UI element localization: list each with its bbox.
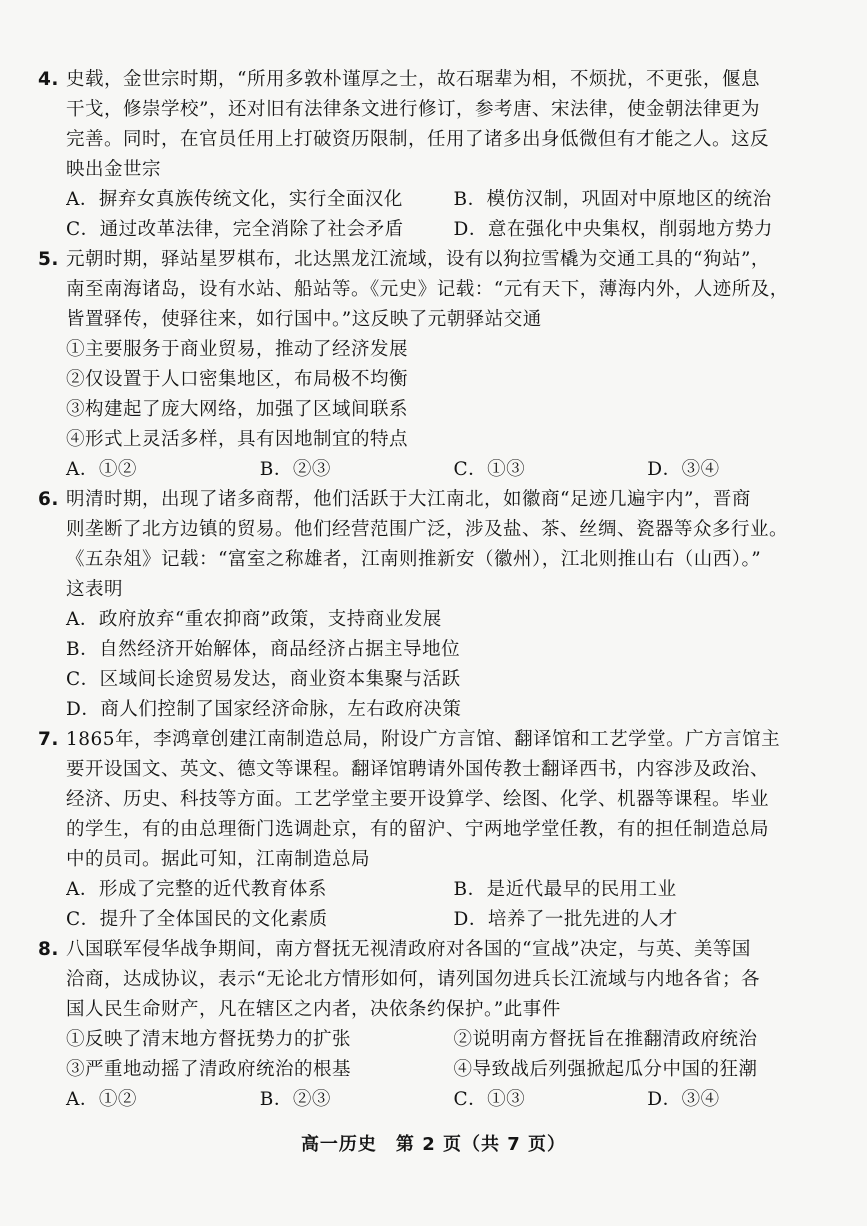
question-stem-line: 要开设国文、英文、德文等课程。翻译馆聘请外国传教士翻译西书，内容涉及政治、: [66, 759, 770, 780]
question-stem-line: 中的员司。据此可知，江南制造总局: [66, 849, 371, 870]
question-number: 7.: [38, 729, 59, 750]
question-stem-line: 则垄断了北方边镇的贸易。他们经营范围广泛，涉及盐、茶、丝绸、瓷器等众多行业。: [66, 519, 789, 540]
option-a: A．政府放弃“重农抑商”政策，支持商业发展: [66, 609, 442, 630]
question-stem-line: 这表明: [66, 579, 124, 600]
question-7: [38, 725, 841, 935]
choice-c: C．①③: [453, 1089, 526, 1110]
question-stem-line: 干戈，修崇学校”，还对旧有法律条文进行修订，参考唐、宋法律，使金朝法律更为: [66, 99, 760, 120]
choice-row: [38, 455, 841, 485]
option-a: A．形成了完整的近代教育体系: [66, 879, 327, 900]
statement-item: ②仅设置于人口密集地区，布局极不均衡: [66, 369, 409, 390]
choice-b: B．②③: [259, 459, 331, 480]
choice-b: B．②③: [259, 1089, 331, 1110]
option-c: C．提升了全体国民的文化素质: [66, 909, 328, 930]
option-b: B．模仿汉制，巩固对中原地区的统治: [453, 189, 772, 210]
statement-item: ①主要服务于商业贸易，推动了经济发展: [66, 339, 409, 360]
statement-row: [38, 1055, 841, 1085]
choice-a: A．①②: [66, 459, 137, 480]
question-stem-line: 南至南海诸岛，设有水站、船站等。《元史》记载：“元有天下，薄海内外，人迹所及，: [66, 279, 789, 300]
statement-row: [38, 1025, 841, 1055]
question-stem-line: 国人民生命财产，凡在辖区之内者，决依条约保护。”此事件: [66, 999, 561, 1020]
question-stem-line: 5. 元朝时期，驿站星罗棋布，北达黑龙江流域，设有以狗拉雪橇为交通工具的“狗站”，: [38, 245, 841, 275]
question-stem-line: 完善。同时，在官员任用上打破资历限制，任用了诸多出身低微但有才能之人。这反: [66, 129, 770, 150]
page-footer: 高一历史 第 2 页（共 7 页）: [300, 1134, 567, 1155]
statement-4: ④导致战后列强掀起瓜分中国的狂潮: [453, 1059, 758, 1080]
question-8: [38, 935, 841, 1115]
option-c: C．通过改革法律，完全消除了社会矛盾: [66, 219, 404, 240]
statement-item: ④形式上灵活多样，具有因地制宜的特点: [66, 429, 409, 450]
question-stem-line: 的学生，有的由总理衙门选调赴京，有的留沪、宁两地学堂任教，有的担任制造总局: [66, 819, 770, 840]
question-6: [38, 485, 841, 725]
question-number: 6.: [38, 489, 59, 510]
option-d: D．意在强化中央集权，削弱地方势力: [453, 219, 773, 240]
question-number: 8.: [38, 939, 59, 960]
question-stem-line: 8. 八国联军侵华战争期间，南方督抚无视清政府对各国的“宣战”决定，与英、美等国: [38, 935, 841, 965]
question-number: 4.: [38, 69, 59, 90]
option-row: [38, 905, 841, 935]
choice-a: A．①②: [66, 1089, 137, 1110]
option-row: [38, 875, 841, 905]
choice-row: [38, 1085, 841, 1115]
option-b: B．是近代最早的民用工业: [453, 879, 677, 900]
choice-d: D．③④: [647, 1089, 720, 1110]
question-number: 5.: [38, 249, 59, 270]
question-4: [38, 0, 841, 245]
question-stem-line: 6. 明清时期，出现了诸多商帮，他们活跃于大江南北，如徽商“足迹几遍宇内”，晋商: [38, 485, 841, 515]
option-d: D．商人们控制了国家经济命脉，左右政府决策: [66, 699, 462, 720]
option-a: A．摒弃女真族传统文化，实行全面汉化: [66, 189, 403, 210]
statement-2: ②说明南方督抚旨在推翻清政府统治: [453, 1029, 758, 1050]
choice-c: C．①③: [453, 459, 526, 480]
option-d: D．培养了一批先进的人才: [453, 909, 678, 930]
statement-item: ③构建起了庞大网络，加强了区域间联系: [66, 399, 409, 420]
statement-1: ①反映了清末地方督抚势力的扩张: [66, 1029, 352, 1050]
option-c: C．区域间长途贸易发达，商业资本集聚与活跃: [66, 669, 461, 690]
question-stem-line: 映出金世宗: [66, 159, 162, 180]
question-stem-line: 《五杂俎》记载：“富室之称雄者，江南则推新安（徽州），江北则推山右（山西）。”: [66, 549, 762, 570]
statement-3: ③严重地动摇了清政府统治的根基: [66, 1059, 352, 1080]
option-b: B．自然经济开始解体，商品经济占据主导地位: [66, 639, 461, 660]
question-5: [38, 245, 841, 485]
question-stem-line: 4. 史载，金世宗时期，“所用多敦朴谨厚之士，故石琚辈为相，不烦扰，不更张，偃息: [38, 65, 841, 95]
question-stem-line: 7. 1865年，李鸿章创建江南制造总局，附设广方言馆、翻译馆和工艺学堂。广方言馆主: [38, 725, 841, 755]
question-stem-line: 洽商，达成协议，表示“无论北方情形如何，请列国勿进兵长江流域与内地各省；各: [66, 969, 760, 990]
option-row: [38, 215, 841, 245]
option-row: [38, 185, 841, 215]
choice-d: D．③④: [647, 459, 720, 480]
question-stem-line: 经济、历史、科技等方面。工艺学堂主要开设算学、绘图、化学、机器等课程。毕业: [66, 789, 770, 810]
question-stem-line: 皆置驿传，使驿往来，如行国中。”这反映了元朝驿站交通: [66, 309, 542, 330]
